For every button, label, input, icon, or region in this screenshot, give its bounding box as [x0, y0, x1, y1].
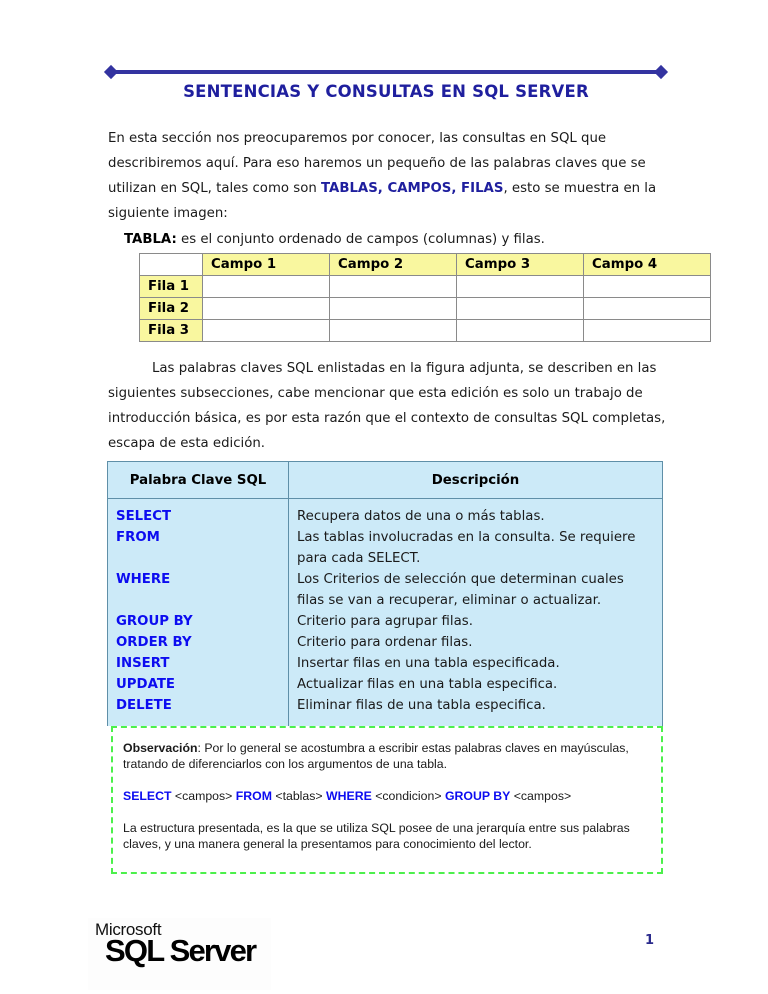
description-order-by: Criterio para ordenar filas.: [297, 635, 473, 650]
grid-cell: [203, 298, 330, 320]
intro-text-part2: , esto se muestra en la siguiente imagen:: [108, 181, 657, 221]
table-row: [140, 254, 711, 276]
syntax-keyword-select: SELECT: [123, 789, 172, 803]
description-delete: Eliminar filas de una tabla especifica.: [297, 698, 546, 713]
syntax-arg-tablas: <tablas>: [271, 789, 326, 803]
table-row: [108, 499, 663, 727]
keyword-insert: INSERT: [116, 656, 170, 671]
logo-sqlserver-text: SQL Server: [105, 933, 256, 968]
logo-microsoft-text: Microsoft: [95, 920, 162, 939]
grid-cell: [457, 320, 584, 342]
top-decorative-rule: [106, 66, 666, 78]
intro-keywords: TABLAS, CAMPOS, FILAS: [320, 181, 504, 196]
keyword-update: UPDATE: [116, 677, 175, 692]
rule-bar: [112, 70, 660, 74]
grid-cell: [203, 276, 330, 298]
col-header-description: Descripción: [289, 462, 663, 499]
observation-intro-text: : Por lo general se acostumbra a escribir estas palabras claves en mayúsculas, tratando de diferenciarlos con los argumentos de una tabla.: [123, 741, 629, 771]
observation-syntax-line: [123, 788, 651, 804]
tabla-caption: [124, 232, 545, 247]
table-row: [140, 298, 711, 320]
second-paragraph-text: Las palabras claves SQL enlistadas en la figura adjunta, se describen en las siguientes subsecciones, cabe mencionar que esta edición es solo un trabajo de introducción básica, es por esta razón que el contexto de consultas SQL completas, escapa de esta edición.: [108, 361, 666, 451]
description-update: Actualizar filas en una tabla especifica.: [297, 677, 558, 692]
syntax-arg-condicion: <condicion>: [371, 789, 445, 803]
description-group-by: Criterio para agrupar filas.: [297, 614, 473, 629]
description-select: Recupera datos de una o más tablas.: [297, 509, 545, 524]
grid-row-header-3: Fila 3: [140, 320, 203, 342]
page-title: SENTENCIAS Y CONSULTAS EN SQL SERVER: [183, 82, 589, 101]
keyword-where: WHERE: [116, 572, 171, 587]
tabla-label: TABLA:: [124, 232, 177, 247]
keyword-column: [108, 499, 289, 727]
sql-server-logo: [88, 918, 271, 990]
grid-col-header-3: Campo 3: [457, 254, 584, 276]
keyword-delete: DELETE: [116, 698, 172, 713]
sql-keyword-table: [107, 461, 663, 726]
keyword-select: SELECT: [116, 509, 172, 524]
intro-paragraph: [108, 126, 664, 226]
observation-closing: La estructura presentada, es la que se utiliza SQL posee de una jerarquía entre sus palabras claves, y una manera general la presentamos para conocimiento del lector.: [123, 821, 630, 851]
observation-label: Observación: [123, 741, 198, 755]
grid-cell: [330, 298, 457, 320]
grid-col-header-2: Campo 2: [330, 254, 457, 276]
second-paragraph: [108, 356, 668, 456]
grid-cell: [457, 298, 584, 320]
grid-row-header-2: Fila 2: [140, 298, 203, 320]
table-header-row: [108, 462, 663, 499]
intro-text-part1: En esta sección nos preocuparemos por conocer, las consultas en SQL que describiremos aquí. Para eso haremos un pequeño de las palabras claves que se utilizan en SQL, tales como son: [108, 131, 646, 196]
grid-cell: [330, 320, 457, 342]
syntax-arg-campos: <campos>: [171, 789, 236, 803]
syntax-keyword-from: FROM: [235, 789, 272, 803]
col-header-keyword: Palabra Clave SQL: [108, 462, 289, 499]
grid-cell: [584, 276, 711, 298]
grid-row-header-1: Fila 1: [140, 276, 203, 298]
description-column: [289, 499, 663, 727]
description-where: Los Criterios de selección que determinan cuales filas se van a recuperar, eliminar o actualizar.: [297, 572, 624, 608]
tabla-caption-text: es el conjunto ordenado de campos (columnas) y filas.: [176, 232, 545, 247]
grid-corner-cell: [140, 254, 203, 276]
tabla-grid: [139, 253, 711, 342]
grid-cell: [584, 298, 711, 320]
grid-cell: [457, 276, 584, 298]
keyword-group-by: GROUP BY: [116, 614, 193, 629]
grid-cell: [330, 276, 457, 298]
description-from: Las tablas involucradas en la consulta. Se requiere para cada SELECT.: [297, 530, 636, 566]
syntax-arg-campos-2: <campos>: [510, 789, 572, 803]
table-row: [140, 276, 711, 298]
observation-intro: [123, 740, 651, 772]
grid-col-header-4: Campo 4: [584, 254, 711, 276]
description-insert: Insertar filas en una tabla especificada.: [297, 656, 560, 671]
keyword-from: FROM: [116, 530, 160, 545]
keyword-order-by: ORDER BY: [116, 635, 192, 650]
page-number: 1: [645, 933, 655, 948]
grid-cell: [203, 320, 330, 342]
grid-col-header-1: Campo 1: [203, 254, 330, 276]
table-row: [140, 320, 711, 342]
observation-box: [111, 726, 663, 874]
syntax-keyword-group-by: GROUP BY: [444, 789, 511, 803]
syntax-keyword-where: WHERE: [326, 789, 372, 803]
grid-cell: [584, 320, 711, 342]
diamond-right-icon: [654, 65, 668, 79]
